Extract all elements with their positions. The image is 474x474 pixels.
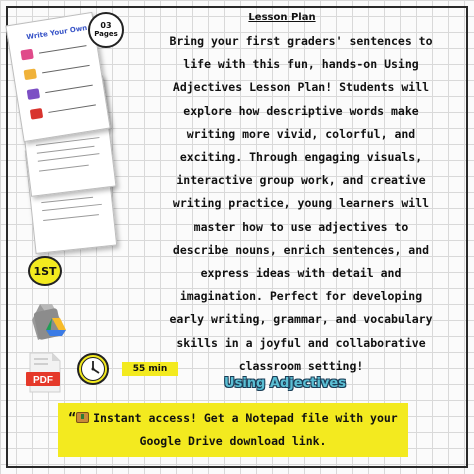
description-line: imagination. Perfect for developing — [179, 289, 423, 304]
description-line: express ideas with detail and — [200, 266, 402, 281]
thumbnail-title: Write Your Own — [25, 23, 88, 42]
picture-icon — [27, 88, 40, 100]
description-line: writing more vivid, colorful, and — [186, 126, 416, 141]
description-line: exciting. Through engaging visuals, — [179, 150, 423, 165]
picture-icon — [24, 68, 37, 80]
lesson-description — [132, 30, 470, 378]
pages-count-badge — [88, 12, 124, 48]
svg-text:PDF: PDF — [33, 375, 53, 386]
description-line: skills in a joyful and collaborative — [176, 335, 426, 350]
description-line: early writing, grammar, and vocabulary — [169, 312, 433, 327]
description-line: interactive group work, and creative — [176, 173, 426, 188]
inbox-tray-icon — [76, 412, 89, 423]
picture-icon — [30, 108, 43, 120]
description-line: writing practice, young learners will — [172, 196, 430, 211]
description-line: life with this fun, hands-on Using — [183, 57, 419, 72]
pages-label: Pages — [94, 30, 118, 38]
page-title: Lesson Plan — [248, 12, 316, 23]
instant-access-banner — [58, 403, 408, 457]
description-line: classroom setting! — [238, 358, 364, 373]
pages-count: 03 — [100, 21, 112, 30]
duration-badge: 55 min — [122, 362, 178, 376]
description-line: explore how descriptive words make — [183, 103, 419, 118]
grade-badge: 1ST — [28, 256, 62, 286]
description-line: describe nouns, enrich sentences, and — [172, 242, 430, 257]
banner-text-1: Instant access! Get a Notepad file with your — [93, 411, 398, 425]
description-line: Adjectives Lesson Plan! Students will — [172, 80, 430, 95]
description-line: master how to use adjectives to — [193, 219, 409, 234]
picture-icon — [20, 49, 33, 61]
lesson-subtitle: Using Adjectives — [224, 376, 346, 391]
pdf-file-icon — [26, 352, 64, 394]
banner-text-2: Google Drive download link. — [139, 434, 327, 448]
google-drive-icon — [28, 300, 72, 344]
banner-line-1 — [58, 407, 408, 430]
description-line: Bring your first graders' sentences to — [169, 34, 433, 48]
quote-mark: “ — [68, 411, 77, 426]
clock-icon — [76, 352, 110, 386]
